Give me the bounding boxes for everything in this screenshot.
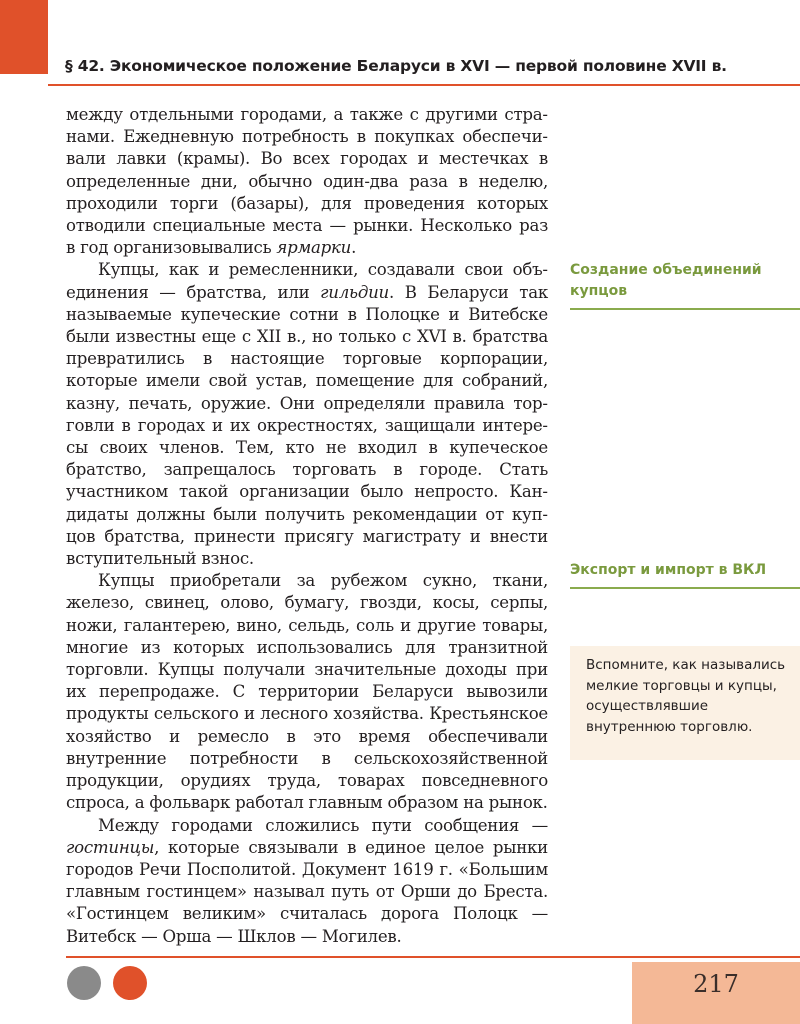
term-yarmarki: ярмарки [276,238,352,258]
paragraph-text: . [351,238,357,258]
header-divider [48,84,800,86]
page-number-box [632,962,800,1024]
term-gostintsy: гостинцы [66,837,155,857]
orange-circle-icon [113,966,147,1000]
paragraph-text: между отдельными городами, а также с другими странами. Ежедневную потребность в покупках обеспечивали лавки (крамы). Во всех городах и местечках в определенные дни, обычно один-два раза в неделю, проходили торги (базары), для проведения которых отводили специальные места — рынки. Несколько раз в год организовывались [66,105,548,258]
paragraph-3: Купцы приобретали за рубежом сукно, ткани, железо, свинец, олово, бумагу, гвозди, косы, серпы, ножи, галантерею, вино, сельдь, соль и другие товары, многие из которых использовались для транзитной торговли. Купцы получали значительные доходы при их перепродаже. С территории Беларуси вывозили продукты сельского и лесного хозяйства. Крестьянское хозяйство и ремесло в это время обеспечивали внутренние потребности в сельскохозяйственной продукции, орудиях труда, товарах повседневного спроса, а фольварк работал главным образом на рынок. [66,571,548,813]
paragraph-text: , которые связывали в единое целое рынки городов Речи Посполитой. Документ 1619 г. «Большим главным гостинцем» называл путь от Орши до Бреста. «Гостинцем великим» считалась дорога Полоцк — Витебск — Орша — Шклов — Могилев. [66,837,548,946]
paragraph-1 [66,104,548,259]
paragraph-4 [66,815,548,948]
term-gildii: гильдии [320,282,389,302]
paragraph-text: . В Беларуси так называемые купеческие сотни в Полоцке и Витебске были известны еще с XII в., но только с XVI в. братства превратились в настоящие торговые корпорации, которые имели свой устав, помещение для собраний, казну, печать, оружие. Они определяли правила торговли в городах и их окрестностях, защищали интересы своих членов. Тем, кто не входил в купеческое братство, запрещалось торговать в городе. Стать участником такой организации было непросто. Кандидаты должны были получить рекомендации от купцов братства, принести присягу магистрату и внести вступительный взнос. [66,282,548,569]
gray-circle-icon [67,966,101,1000]
recall-question-box: Вспомните, как назывались мелкие торговцы и купцы, осуществлявшие внутреннюю торговлю. [570,646,800,760]
footer-divider [66,956,800,958]
page-number: 217 [693,970,739,998]
main-text-column [66,104,548,948]
chapter-header: § 42. Экономическое положение Беларуси в XVI — первой половине XVII в. [65,57,727,75]
paragraph-text: Купцы, как и ремесленники, создавали свои объединения — братства, или [66,260,548,302]
margin-heading-merchant-unions: Создание объединений купцов [570,260,800,310]
margin-heading-export-import: Экспорт и импорт в ВКЛ [570,560,800,589]
paragraph-text: Между городами сложились пути сообщения — [98,815,548,835]
paragraph-2 [66,259,548,570]
corner-accent-block [0,0,48,74]
